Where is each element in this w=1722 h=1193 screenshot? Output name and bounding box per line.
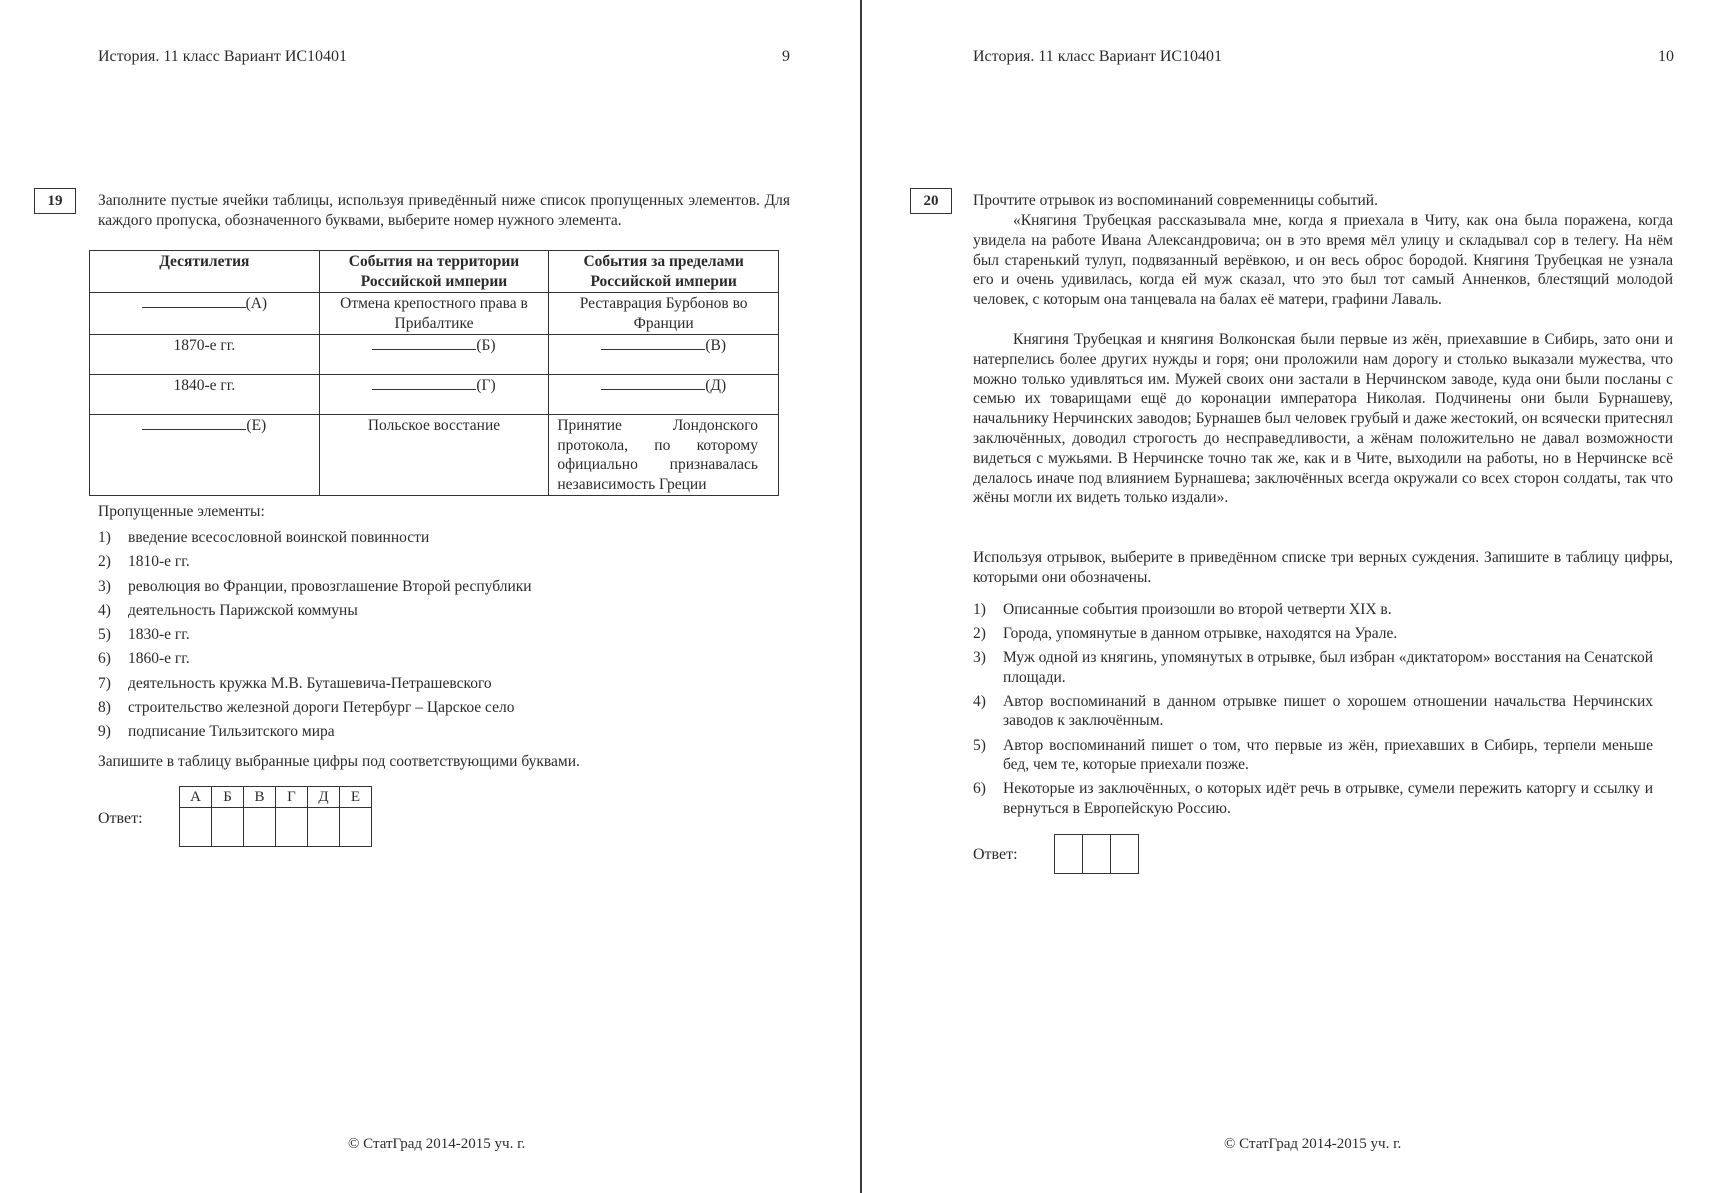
table-cell: 1840-е гг. <box>90 375 320 415</box>
question-20-instruction: Используя отрывок, выберите в приведённом списке три верных суждения. Запишите в таблицу цифры, которыми они обозначены. <box>973 549 1673 586</box>
cell-b-label: (Б) <box>476 337 496 354</box>
list-item-text: Описанные события произошли во второй четверти XIX в. <box>1003 601 1392 618</box>
list-item-number: 6) <box>98 650 111 668</box>
list-item-number: 5) <box>973 736 986 754</box>
cell-d <box>549 375 779 415</box>
list-item-number: 9) <box>98 723 111 741</box>
blank-line <box>142 294 246 308</box>
list-item-number: 8) <box>98 699 111 717</box>
list-item <box>98 672 788 696</box>
table-row <box>90 415 779 496</box>
list-item-number: 6) <box>973 780 986 798</box>
list-item <box>973 600 1653 620</box>
answer-cell-v[interactable] <box>244 808 276 847</box>
list-item <box>98 647 788 671</box>
list-item-text: Автор воспоминаний пишет о том, что первые из жён, приехавших в Сибирь, терпели меньше бед, чем те, которые приехали позже. <box>1003 736 1653 774</box>
blank-line <box>372 336 476 350</box>
list-item-number: 2) <box>98 553 111 571</box>
write-instruction: Запишите в таблицу выбранные цифры под соответствующими буквами. <box>98 753 580 770</box>
list-item-text: деятельность кружка М.В. Буташевича-Петрашевского <box>128 674 492 692</box>
list-item-number: 5) <box>98 626 111 644</box>
list-item <box>98 623 788 647</box>
list-item-number: 2) <box>973 625 986 643</box>
answer-letter: В <box>244 787 276 808</box>
answer-cells-row <box>1055 835 1139 874</box>
list-item <box>98 575 788 599</box>
table-cell: Реставрация Бурбонов во Франции <box>549 293 779 335</box>
list-item-text: Автор воспоминаний в данном отрывке пишет о хорошем отношении начальства Нерчинских заводов к заключённым. <box>1003 692 1653 730</box>
list-item-text: Некоторые из заключённых, о которых идёт речь в отрывке, сумели пережить каторгу и ссылку и вернуться в Европейскую Россию. <box>1003 780 1653 817</box>
answer-cell-b[interactable] <box>212 808 244 847</box>
header-title: История. 11 класс Вариант ИС10401 <box>973 48 1223 65</box>
missing-elements-list <box>98 526 788 745</box>
table-row <box>90 335 779 375</box>
question-19-instruction: Заполните пустые ячейки таблицы, используя приведённый ниже список пропущенных элементов. Для каждого пропуска, обозначенного буквами, выберите номер нужного элемента. <box>98 192 790 229</box>
header-outside-empire: События за пределами Российской империи <box>549 251 779 293</box>
answer-cell-d[interactable] <box>308 808 340 847</box>
table-row <box>90 375 779 415</box>
list-item <box>973 692 1653 731</box>
footer-copyright: © СтатГрад 2014-2015 уч. г. <box>1224 1136 1402 1152</box>
page-divider <box>860 0 862 1193</box>
answer-letter: Б <box>212 787 244 808</box>
answer-label: Ответ: <box>98 810 143 827</box>
list-item-number: 1) <box>98 529 111 546</box>
cell-g-label: (Г) <box>476 377 496 394</box>
list-item-number: 1) <box>973 601 986 618</box>
blank-line <box>142 416 246 430</box>
list-item-number: 7) <box>98 674 111 692</box>
question-number-20: 20 <box>910 188 952 214</box>
list-item <box>98 720 788 744</box>
cell-g <box>319 375 549 415</box>
blank-line <box>372 376 476 390</box>
page-right <box>864 0 1722 1193</box>
page-left <box>0 0 860 1193</box>
list-item <box>98 526 788 550</box>
answer-cell-3[interactable] <box>1111 835 1139 874</box>
table-row <box>90 293 779 335</box>
list-item-text: революция во Франции, провозглашение Второй республики <box>128 577 532 595</box>
excerpt-paragraph-2: Княгиня Трубецкая и княгиня Волконская были первые из жён, приехавшие в Сибирь, зато они и натерпелись более других нужды и горя; они проложили нам дорогу и столько выказали мужества, что можно только удивляться им. Мужей своих они застали в Нерчинском заводе, куда они были посланы с семью их товарищами ещё до коронации императора Николая. Подчинены они были Бурнашеву, начальнику Нерчинских заводов; Бурнашев был человек грубый и даже жестокий, он всячески притеснял заключённых, доводил строгость до несправедливости, а жёнам положительно не давал возможности видеться с мужьями. В Нерчинске точно так же, как и в Чите, выходили на работы, но в Нерчинске всё делалось иначе под влиянием Бурнашева; заключённых всегда окружали со всех сторон солдаты, так что жёны могли их видеть только издали». <box>973 331 1673 507</box>
excerpt-paragraph-1: «Княгиня Трубецкая рассказывала мне, когда я приехала в Читу, как она была поражена, когда увидела на работе Ивана Александровича; он в это время мёл улицу и складывал сор в телегу. На нём был старенький тулуп, подвязанный верёвкою, и он весь оброс бородой. Княгиня Трубецкая не узнала его и очень удивилась, когда ей муж сказал, что это был тот самый Анненков, блестящий молодой человек, с которым она танцевала на балах её матери, графини Лаваль. <box>973 212 1673 309</box>
header-decades: Десятилетия <box>90 251 320 293</box>
answer-cell-a[interactable] <box>180 808 212 847</box>
answer-letter: Г <box>276 787 308 808</box>
cell-b <box>319 335 549 375</box>
list-item-number: 4) <box>98 601 111 619</box>
answer-cells-row <box>180 808 372 847</box>
table-cell: 1870-е гг. <box>90 335 320 375</box>
answer-letters-row <box>180 787 372 808</box>
list-item-text: 1810-е гг. <box>128 553 190 571</box>
cell-a-label: (А) <box>245 295 268 312</box>
list-item-text: 1860-е гг. <box>128 650 190 668</box>
list-item <box>973 624 1653 644</box>
list-item-text: введение всесословной воинской повинности <box>128 529 430 546</box>
answer-cell-1[interactable] <box>1055 835 1083 874</box>
footer-copyright: © СтатГрад 2014-2015 уч. г. <box>348 1136 526 1152</box>
table-cell: Принятие Лондонского протокола, по которому официально признавалась независимость Греции <box>549 415 779 496</box>
table-cell: Отмена крепостного права в Прибалтике <box>319 293 549 335</box>
answer-letter: Е <box>340 787 372 808</box>
cell-e-label: (Е) <box>246 417 267 434</box>
list-item <box>98 696 788 720</box>
question-number-19: 19 <box>34 188 76 214</box>
table-header-row <box>90 251 779 293</box>
question-20-intro: Прочтите отрывок из воспоминаний современницы событий. <box>973 192 1378 209</box>
blank-line <box>601 336 705 350</box>
cell-a <box>90 293 320 335</box>
answer-cell-2[interactable] <box>1083 835 1111 874</box>
list-item <box>973 648 1653 687</box>
list-item-text: строительство железной дороги Петербург – Царское село <box>128 699 515 717</box>
answer-grid-19 <box>179 786 372 847</box>
cell-v <box>549 335 779 375</box>
list-item-text: 1830-е гг. <box>128 626 190 644</box>
list-item <box>98 550 788 574</box>
blank-line <box>601 376 705 390</box>
list-item-text: подписание Тильзитского мира <box>128 723 335 741</box>
answer-grid-20 <box>1054 834 1139 874</box>
list-item-number: 3) <box>98 577 111 595</box>
cell-v-label: (В) <box>705 337 726 354</box>
list-item-number: 4) <box>973 692 986 710</box>
cell-e <box>90 415 320 496</box>
page-number: 9 <box>782 48 790 65</box>
header-title: История. 11 класс Вариант ИС10401 <box>98 48 348 65</box>
answer-cell-e[interactable] <box>340 808 372 847</box>
answer-cell-g[interactable] <box>276 808 308 847</box>
answer-label: Ответ: <box>973 846 1018 863</box>
list-item <box>98 599 788 623</box>
list-item-text: деятельность Парижской коммуны <box>128 601 358 619</box>
answer-letter: Д <box>308 787 340 808</box>
list-item-number: 3) <box>973 649 986 667</box>
header-inside-empire: События на территории Российской империи <box>319 251 549 293</box>
cell-d-label: (Д) <box>705 377 727 394</box>
question-19-table <box>89 250 779 496</box>
page-number: 10 <box>1658 48 1674 65</box>
list-item <box>973 779 1653 818</box>
judgements-list <box>973 600 1653 818</box>
answer-letter: А <box>180 787 212 808</box>
missing-elements-title: Пропущенные элементы: <box>98 503 265 520</box>
list-item <box>973 736 1653 775</box>
list-item-text: Муж одной из княгинь, упомянутых в отрывке, был избран «диктатором» восстания на Сенатской площади. <box>1003 649 1653 686</box>
table-cell: Польское восстание <box>319 415 549 496</box>
list-item-text: Города, упомянутые в данном отрывке, находятся на Урале. <box>1003 625 1398 643</box>
